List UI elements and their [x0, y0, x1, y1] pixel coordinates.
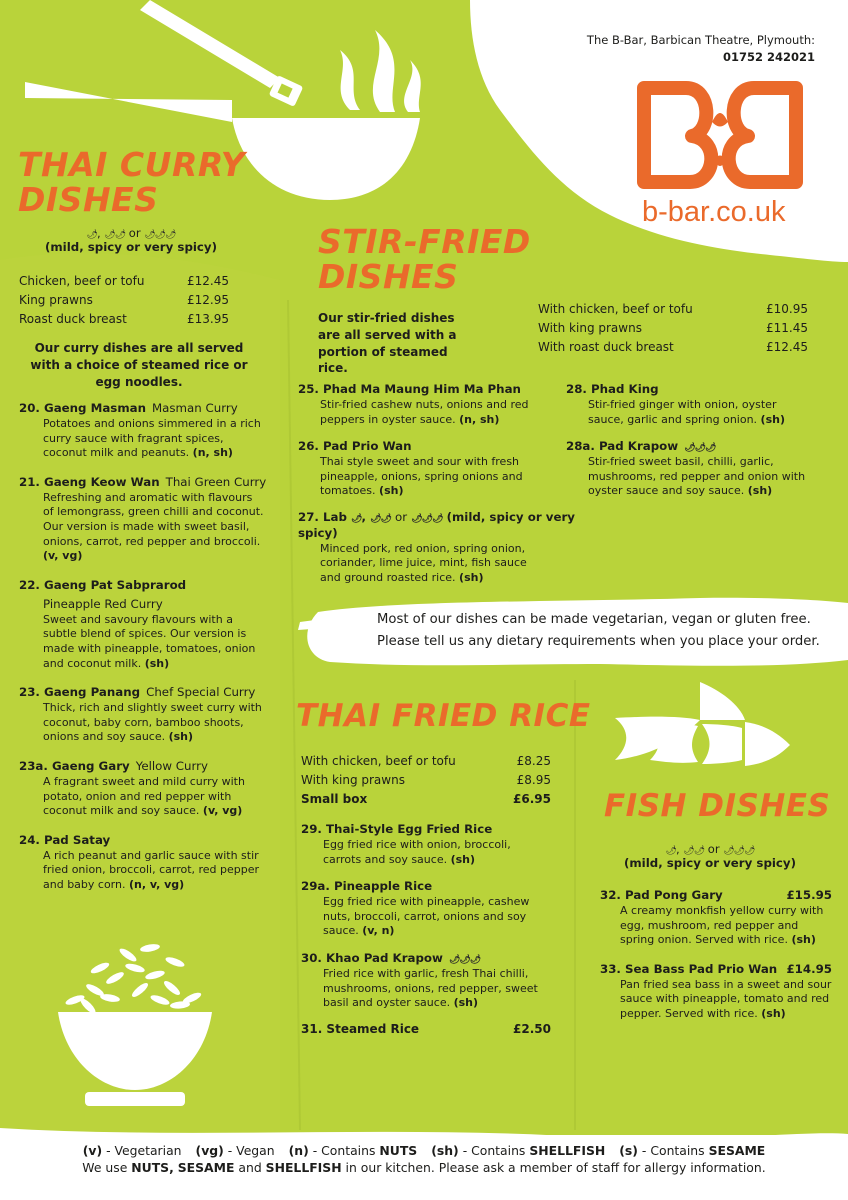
fried-rice-item-list — [301, 822, 561, 1023]
menu-item-allergen-tags: (v, n) — [362, 924, 395, 938]
price-row — [19, 310, 229, 329]
menu-item-name: 29. Thai-Style Egg Fried Rice — [301, 822, 493, 836]
allergen-strong: NUTS — [379, 1143, 418, 1158]
menu-item-description-text: Pan fried sea bass in a sweet and sour sauce with pineapple, tomato and red pepper. Served with rice. — [620, 977, 832, 1020]
chili-icon: 🌶 — [351, 514, 362, 524]
allergen-key — [0, 1142, 848, 1159]
menu-item-price: £14.95 — [786, 961, 832, 976]
menu-item-description — [301, 895, 551, 939]
price-amount: £13.95 — [187, 312, 229, 326]
thai-curry-spice-key: 🌶, 🌶🌶 or 🌶🌶🌶 (mild, spicy or very spicy) — [0, 226, 262, 254]
chili-icon: 🌶 — [665, 846, 676, 856]
menu-item — [600, 962, 832, 1022]
price-amount: £8.25 — [516, 754, 551, 768]
price-option-name: Chicken, beef or tofu — [19, 274, 145, 288]
price-amount: £8.95 — [516, 773, 551, 787]
thai-curry-spice-note: (mild, spicy or very spicy) — [44, 240, 218, 254]
b-bar-logo — [630, 80, 810, 190]
thai-curry-item-list — [19, 401, 269, 907]
price-option-name: With king prawns — [538, 321, 642, 335]
price-amount: £12.95 — [187, 293, 229, 307]
fish-dishes-heading: FISH DISHES — [604, 788, 831, 824]
menu-item-price: £15.95 — [786, 888, 832, 902]
menu-item-allergen-tags: (v, vg) — [202, 804, 243, 818]
menu-item-description-text: Thai style sweet and sour with fresh pineapple, onions, spring onions and tomatoes. — [320, 455, 523, 498]
menu-item-description-text: Fried rice with garlic, fresh Thai chilli, mushrooms, onions, red pepper, sweet basil and oyster sauce. — [323, 966, 538, 1010]
price-option-name: With chicken, beef or tofu — [301, 754, 456, 768]
allergen-code: (sh) — [431, 1143, 459, 1158]
stir-fried-note: Our stir-fried dishes are all served with a portion of steamed rice. — [318, 311, 457, 376]
menu-item-name: 23. Gaeng Panang — [19, 685, 141, 700]
chili-icon: 🌶🌶🌶 — [723, 846, 755, 856]
allergen-key-entry — [196, 1143, 275, 1158]
menu-item-title — [19, 475, 269, 491]
price-amount: £12.45 — [766, 340, 808, 354]
menu-item-description — [19, 491, 264, 564]
allergen-label: - Vegan — [227, 1143, 275, 1158]
stir-fried-items-right — [566, 382, 816, 511]
allergen-warning: We use NUTS, SESAME and SHELLFISH in our kitchen. Please ask a member of staff for allergy information. — [82, 1160, 766, 1175]
stir-fried-lab-item: 27. Lab 🌶, 🌶🌶 or 🌶🌶🌶 (mild, spicy or very spicy) Minced pork, red onion, spring onion, coriander, lime juice, mint, fish sauce and ground roasted rice. (sh) — [298, 510, 575, 585]
menu-item-description — [19, 417, 264, 461]
menu-item — [301, 951, 561, 1011]
menu-item-description — [298, 455, 538, 499]
menu-item-description-text: Stir-fried cashew nuts, onions and red peppers in oyster sauce. — [320, 397, 529, 426]
stir-fried-heading-line1: STIR-FRIED — [318, 222, 531, 261]
allergen-key-entry — [289, 1143, 418, 1158]
menu-item-title — [298, 382, 548, 398]
chili-icon: 🌶🌶🌶 — [144, 230, 176, 240]
menu-item-title — [301, 822, 561, 838]
menu-item-allergen-tags: (sh) — [760, 412, 785, 426]
thai-fried-rice-heading: THAI FRIED RICE — [296, 698, 591, 734]
thai-curry-price-list — [19, 272, 229, 329]
menu-item-description — [566, 455, 814, 499]
menu-item-title — [566, 439, 816, 455]
menu-item — [301, 822, 561, 867]
menu-item-name: 22. Gaeng Pat Sabprarod — [19, 577, 187, 592]
menu-item — [19, 685, 269, 745]
allergen-code: (v) — [82, 1143, 103, 1158]
menu-item-title — [301, 951, 561, 967]
price-row — [301, 752, 551, 771]
menu-item-subtitle: Yellow Curry — [135, 758, 208, 773]
menu-item-description — [19, 613, 264, 672]
menu-item-allergen-tags: (n, sh) — [192, 446, 233, 460]
menu-item-description — [19, 849, 264, 893]
steamed-rice-row — [301, 1020, 551, 1039]
menu-item-allergen-tags: (sh) — [168, 730, 194, 744]
menu-item-description — [19, 701, 264, 745]
chili-icon: 🌶🌶 — [370, 514, 391, 524]
menu-item-allergen-tags: (sh) — [450, 852, 476, 866]
menu-item-description-text: Egg fried rice with pineapple, cashew nuts, broccoli, carrot, onions and soy sauce. — [323, 895, 530, 938]
thai-curry-heading-line1: THAI CURRY — [18, 145, 246, 184]
website-url: b-bar.co.uk — [642, 196, 786, 228]
menu-item-description-text: Thick, rich and slightly sweet curry with coconut, baby corn, bamboo shoots, onions and soy sauce. — [43, 701, 262, 744]
menu-item-description-text: A rich peanut and garlic sauce with stir fried onion, broccoli, carrot, red pepper and baby corn. — [43, 848, 260, 891]
menu-item-name: 33. Sea Bass Pad Prio Wan — [600, 961, 778, 976]
price-amount: £12.45 — [187, 274, 229, 288]
menu-item-description-text: Stir-fried sweet basil, chilli, garlic, mushrooms, red pepper and onion with oyster sauce and soy sauce. — [588, 455, 806, 498]
restaurant-address-block — [560, 32, 815, 67]
menu-item-subtitle: Chef Special Curry — [146, 685, 256, 700]
dietary-note-line1: Most of our dishes can be made vegetarian, vegan or gluten free. — [377, 612, 811, 627]
menu-item-description — [19, 775, 264, 819]
price-amount: £11.45 — [766, 321, 808, 335]
stir-fried-items-left — [298, 382, 548, 511]
allergen-strong: SHELLFISH — [529, 1143, 606, 1158]
menu-item-allergen-tags: (n, sh) — [459, 412, 500, 426]
price-amount: £10.95 — [766, 302, 808, 316]
menu-item-title — [600, 888, 832, 904]
chili-icon: 🌶 — [86, 230, 97, 240]
price-option-name: With roast duck breast — [538, 340, 674, 354]
menu-item-description-text: Sweet and savoury flavours with a subtle blend of spices. Our version is made with pineapple, tomatoes, onion and coconut milk. — [43, 612, 256, 670]
menu-item-allergen-tags: (sh) — [761, 1006, 786, 1020]
fish-item-list — [600, 888, 832, 1036]
menu-item-allergen-tags: (sh) — [747, 484, 773, 498]
menu-item — [19, 833, 269, 893]
menu-item — [298, 382, 548, 427]
menu-item-name: 32. Pad Pong Gary — [600, 888, 723, 902]
price-option-name: Roast duck breast — [19, 312, 127, 326]
allergen-code: (n) — [288, 1143, 309, 1158]
allergen-key-entry — [83, 1143, 182, 1158]
allergen-label: - Contains — [462, 1143, 526, 1158]
price-option-name: With chicken, beef or tofu — [538, 302, 693, 316]
dietary-note-line2: Please tell us any dietary requirements when you place your order. — [377, 634, 820, 649]
menu-item-name: 26. Pad Prio Wan — [298, 439, 412, 454]
menu-item-description — [298, 398, 538, 427]
menu-item-title — [19, 401, 269, 417]
fish-spice-note: (mild, spicy or very spicy) — [623, 856, 797, 870]
allergen-code: (s) — [619, 1143, 638, 1158]
thai-curry-note: Our curry dishes are all served with a choice of steamed rice or egg noodles. — [30, 341, 248, 389]
menu-item-title — [19, 685, 269, 701]
menu-item-description-text: A fragrant sweet and mild curry with potato, onion and red pepper with coconut milk and soy sauce. — [43, 774, 245, 818]
fried-rice-price-list — [301, 752, 551, 809]
menu-item-name: 20. Gaeng Masman — [19, 401, 146, 415]
menu-item-allergen-tags: (sh) — [791, 933, 816, 947]
menu-item-description — [600, 904, 832, 948]
menu-item — [19, 578, 269, 671]
price-row — [19, 291, 229, 310]
menu-item-allergen-tags: (sh) — [144, 656, 170, 670]
menu-item-description — [301, 838, 551, 867]
chili-icon: 🌶🌶🌶 — [411, 514, 443, 524]
menu-item-description-text: Stir-fried ginger with onion, oyster sauce, garlic and spring onion. — [588, 397, 777, 426]
allergen-key-entry — [619, 1143, 765, 1158]
menu-item-description — [566, 398, 814, 427]
restaurant-phone: 01752 242021 — [722, 50, 815, 65]
menu-item-name: 28. Phad King — [566, 382, 659, 396]
menu-item-title — [566, 382, 816, 398]
menu-item-title — [301, 879, 561, 895]
menu-item-title — [19, 759, 269, 775]
menu-item-description-text: A creamy monkfish yellow curry with egg, mushroom, red pepper and spring onion. Served with rice. — [620, 903, 824, 947]
chili-icon: 🌶🌶🌶 — [684, 443, 716, 454]
price-row — [538, 300, 808, 319]
stir-fried-heading — [318, 222, 531, 296]
price-row — [538, 338, 808, 357]
price-row — [301, 790, 551, 809]
menu-item-name: 29a. Pineapple Rice — [301, 879, 433, 894]
price-amount: £6.95 — [513, 792, 551, 806]
menu-item-name: 28a. Pad Krapow — [566, 439, 679, 454]
menu-item — [19, 475, 269, 564]
menu-item — [19, 401, 269, 461]
menu-item-description — [600, 978, 832, 1022]
thai-curry-heading — [18, 145, 246, 219]
allergen-strong: SESAME — [708, 1143, 766, 1158]
menu-item-description-text: Potatoes and onions simmered in a rich curry sauce with fragrant spices, coconut milk and peanuts. — [43, 416, 261, 460]
menu-item-title — [600, 962, 832, 978]
menu-item-subtitle: Thai Green Curry — [165, 474, 267, 489]
steamed-rice-name: 31. Steamed Rice — [301, 1022, 420, 1036]
menu-item-description — [301, 967, 551, 1011]
allergen-label: - Contains — [312, 1143, 376, 1158]
restaurant-address: The B-Bar, Barbican Theatre, Plymouth: — [586, 33, 815, 47]
price-option-name: With king prawns — [301, 773, 405, 787]
allergen-label: - Contains — [641, 1143, 705, 1158]
price-option-name: Small box — [301, 792, 368, 806]
price-row — [538, 319, 808, 338]
menu-item-name: 23a. Gaeng Gary — [19, 758, 130, 773]
menu-item-title — [19, 833, 269, 849]
allergen-footer — [0, 1142, 848, 1176]
menu-item-name: 24. Pad Satay — [19, 832, 111, 847]
chili-icon: 🌶🌶🌶 — [448, 954, 481, 965]
menu-item — [566, 382, 816, 427]
menu-item — [298, 439, 548, 499]
dietary-note — [377, 609, 820, 653]
menu-item-name: 30. Khao Pad Krapow — [301, 950, 443, 965]
allergen-key-entry — [431, 1143, 605, 1158]
menu-item — [19, 759, 269, 819]
menu-item-allergen-tags: (sh) — [379, 484, 404, 498]
allergen-label: - Vegetarian — [106, 1143, 182, 1158]
price-row — [19, 272, 229, 291]
menu-item-name: 21. Gaeng Keow Wan — [19, 474, 160, 489]
menu-item-allergen-tags: (n, v, vg) — [128, 877, 185, 891]
fish-spice-key: 🌶, 🌶🌶 or 🌶🌶🌶 (mild, spicy or very spicy) — [590, 842, 830, 870]
stir-fried-price-list — [538, 300, 808, 357]
price-option-name: King prawns — [19, 293, 93, 307]
price-row — [301, 771, 551, 790]
menu-item — [301, 879, 561, 939]
thai-curry-heading-line2: DISHES — [18, 179, 159, 219]
chili-icon: 🌶🌶 — [104, 230, 126, 240]
menu-item-allergen-tags: (sh) — [453, 996, 479, 1010]
menu-item — [600, 888, 832, 948]
steamed-rice-price: £2.50 — [513, 1022, 551, 1036]
chili-icon: 🌶🌶 — [683, 846, 705, 856]
menu-item-subtitle: Pineapple Red Curry — [43, 596, 163, 611]
menu-item — [566, 439, 816, 499]
menu-item-description-text: Egg fried rice with onion, broccoli, carrots and soy sauce. — [323, 837, 511, 866]
menu-item-name: 25. Phad Ma Maung Him Ma Phan — [298, 382, 521, 396]
menu-item-subtitle: Masman Curry — [151, 401, 238, 415]
menu-item-title — [298, 439, 548, 455]
allergen-code: (vg) — [195, 1143, 224, 1158]
menu-item-description-text: Refreshing and aromatic with flavours of lemongrass, green chilli and coconut. Our version is made with sweet basil, onions, carrot, red pepper and broccoli. — [43, 490, 264, 548]
stir-fried-heading-line2: DISHES — [318, 256, 459, 296]
menu-item-allergen-tags: (v, vg) — [43, 549, 83, 563]
menu-item-title — [19, 578, 269, 613]
